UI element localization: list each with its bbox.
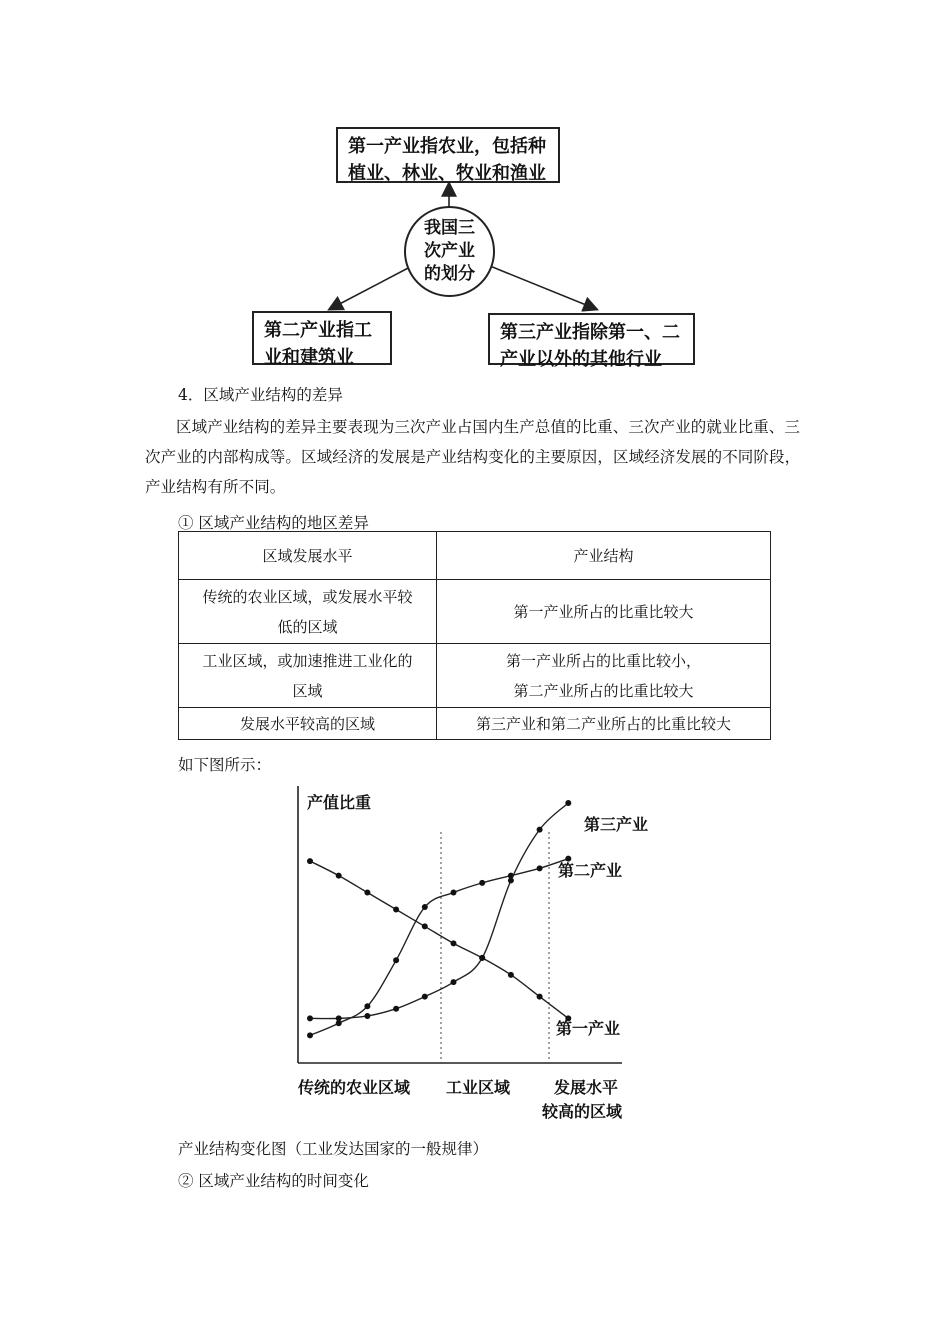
y-axis-label: 产值比重 [307,793,372,812]
data-point [451,890,457,896]
tertiary-industry-box: 第三产业指除第一、二 产业以外的其他行业 [488,313,695,365]
data-point [537,865,543,871]
table-cell: 第一产业所占的比重比较小， 第二产业所占的比重比较大 [437,644,771,708]
data-point [508,877,514,883]
data-point [364,1013,370,1019]
table-header: 产业结构 [437,532,771,580]
table-cell: 第三产业和第二产业所占的比重比较大 [437,708,771,740]
data-point [537,827,543,833]
table-header: 区域发展水平 [179,532,437,580]
table-cell: 工业区域，或加速推进工业化的 区域 [179,644,437,708]
data-point [307,1032,313,1038]
section-heading: 4．区域产业结构的差异 [178,386,343,404]
series-line [310,861,568,1018]
data-point [364,1003,370,1009]
x-tick-label: 较高的区域 [542,1102,623,1121]
x-tick-label: 工业区域 [446,1078,511,1097]
subheading-time-change: ② 区域产业结构的时间变化 [178,1172,369,1190]
table-cell: 发展水平较高的区域 [179,708,437,740]
series-label: 第一产业 [556,1019,621,1038]
data-point [307,1015,313,1021]
chart-caption: 产业结构变化图（工业发达国家的一般规律） [178,1140,489,1158]
x-tick-label: 传统的农业区域 [298,1078,411,1097]
x-tick-label: 发展水平 [554,1078,619,1097]
data-point [422,994,428,1000]
data-point [393,1006,399,1012]
subheading-regional-difference: ① 区域产业结构的地区差异 [178,514,369,532]
data-point [508,972,514,978]
data-point [479,880,485,886]
section-paragraph: 区域产业结构的差异主要表现为三次产业占国内生产总值的比重、三次产业的就业比重、三次产业的内部构成等。区域经济的发展是产业结构变化的主要原因，区域经济发展的不同阶段，产业结构有所不同。 [145,418,801,496]
data-point [393,906,399,912]
data-point [451,940,457,946]
primary-industry-box: 第一产业指农业，包括种 植业、林业、牧业和渔业 [336,127,560,183]
table-cell: 传统的农业区域，或发展水平较 低的区域 [179,580,437,644]
data-point [336,873,342,879]
data-point [393,957,399,963]
series-label: 第三产业 [584,815,649,834]
data-point [422,904,428,910]
table-cell: 第一产业所占的比重比较大 [437,580,771,644]
data-point [451,979,457,985]
data-point [364,890,370,896]
three-industries-circle: 我国三 次产业 的划分 [404,206,495,297]
secondary-industry-box: 第二产业指工 业和建筑业 [252,311,392,365]
data-point [336,1015,342,1021]
data-point [537,994,543,1000]
data-point [307,858,313,864]
data-point [565,800,571,806]
series-label: 第二产业 [558,861,623,880]
data-point [479,955,485,961]
series-line [310,859,568,1036]
series-line [310,803,568,1019]
chart-intro: 如下图所示： [178,756,272,774]
data-point [422,923,428,929]
